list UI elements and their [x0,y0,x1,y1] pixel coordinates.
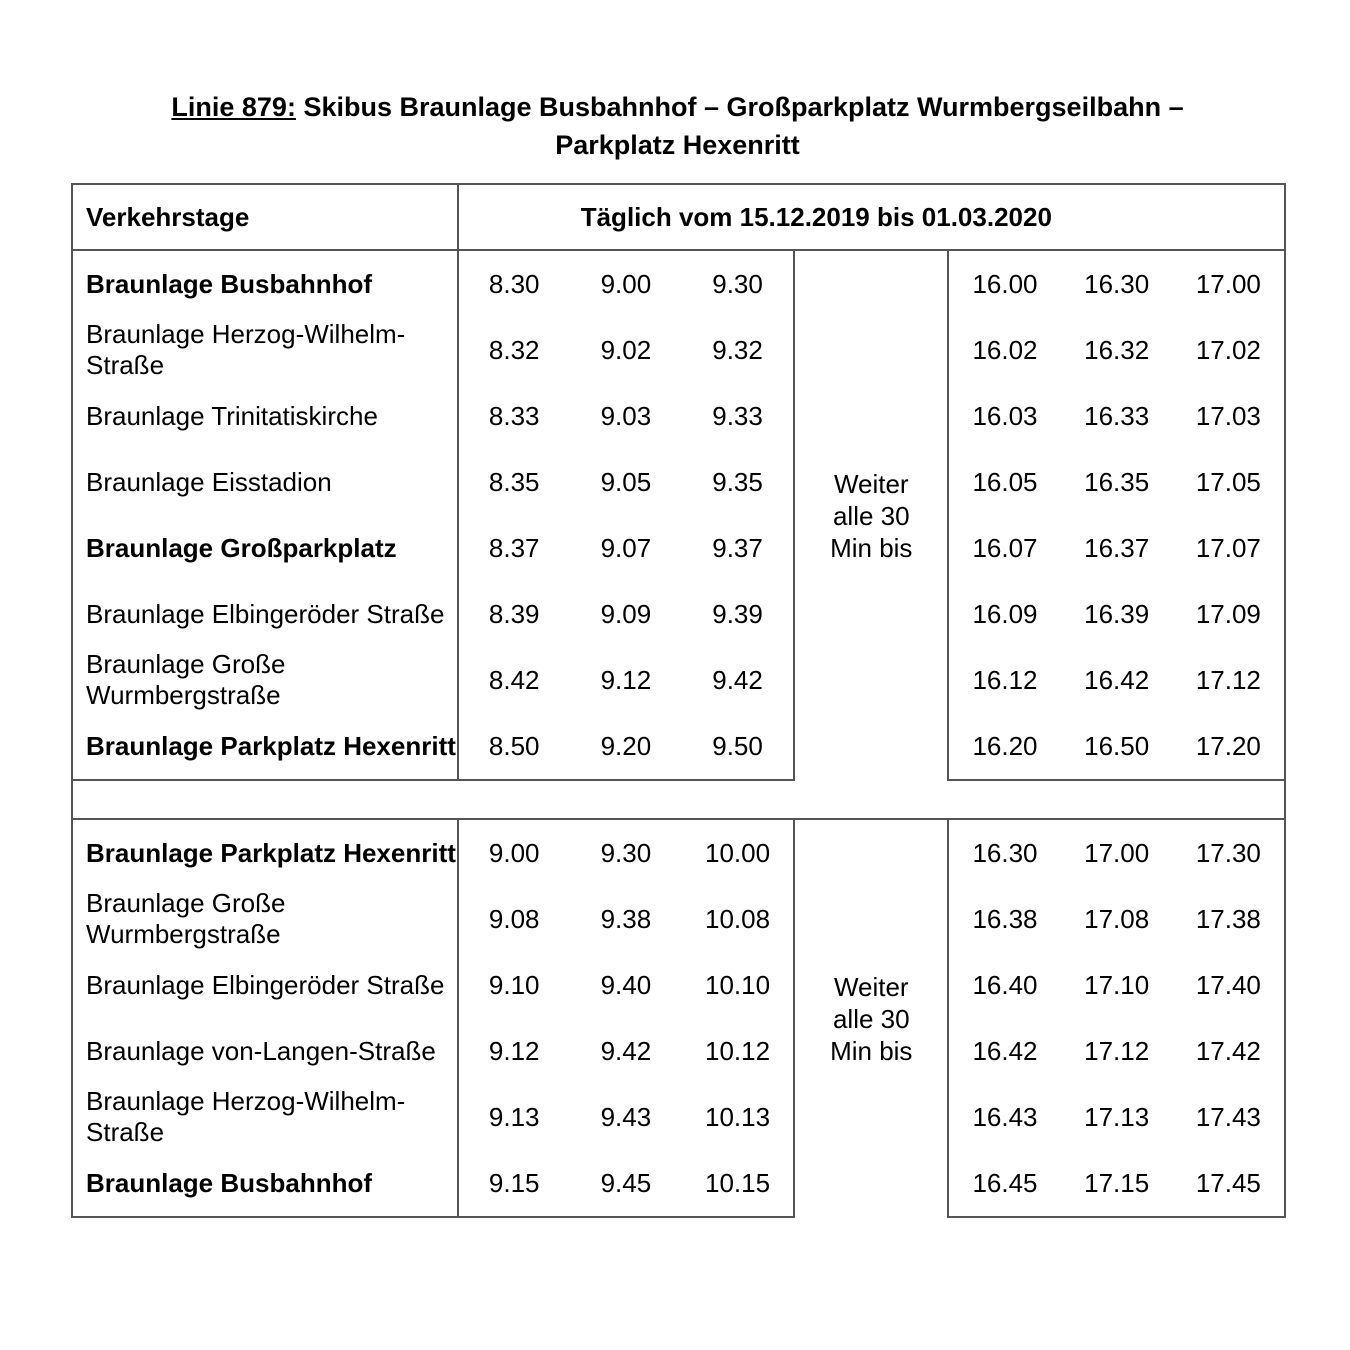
timetable-title [70,88,1285,164]
timetable-row [72,317,1285,383]
departure-time: 17.09 [1173,581,1285,647]
interval-note [794,819,948,1217]
departure-time: 10.10 [705,969,771,1000]
timetable-row [72,819,1285,886]
departure-time: 16.38 [972,903,1038,934]
departure-time: 17.15 [1061,1150,1173,1217]
departure-time: 17.45 [1173,1150,1285,1217]
route-name: Skibus Braunlage Busbahnhof – Großparkplatz Wurmbergseilbahn – [295,92,1184,122]
departure-time: 9.15 [458,1150,570,1217]
departure-time: 9.33 [712,400,763,431]
stop-name: Braunlage Große Wurmbergstraße [72,886,458,952]
timetable-row [72,383,1285,449]
departure-time: 9.12 [488,1035,540,1066]
departure-time: 17.43 [1173,1084,1285,1150]
departure-time: 17.08 [1084,903,1150,934]
separator-cell [72,780,1285,819]
departure-time: 9.08 [488,903,540,934]
departure-time: 17.12 [1173,647,1285,713]
timetable-row [72,952,1285,1018]
departure-time: 9.35 [712,466,763,497]
departure-time: 9.37 [712,532,763,563]
timetable [71,183,1286,1218]
departure-time: 10.12 [705,1035,771,1066]
timetable-row [72,250,1285,317]
departure-time: 9.20 [570,713,682,780]
departure-time: 9.00 [458,819,570,886]
departure-time: 8.50 [458,713,570,780]
departure-time: 8.42 [488,664,540,695]
departure-time: 16.32 [1084,334,1150,365]
block-separator [72,780,1285,819]
stop-name: Braunlage Busbahnhof [72,1150,458,1217]
departure-time: 8.30 [488,268,540,299]
title-line-1 [70,88,1285,126]
departure-time: 17.13 [1084,1101,1150,1132]
departure-time: 8.39 [488,598,540,629]
departure-time: 17.03 [1173,383,1285,449]
interval-note-line: Weiter [833,971,909,1002]
departure-time: 9.13 [488,1101,540,1132]
departure-time: 10.00 [682,819,794,886]
interval-note-line: Min bis [830,532,913,563]
departure-time: 16.05 [972,466,1038,497]
departure-time: 9.38 [600,903,652,934]
interval-note [794,250,948,780]
departure-time: 17.42 [1173,1018,1285,1084]
departure-time: 16.20 [948,713,1060,780]
stop-name: Braunlage Elbingeröder Straße [72,952,458,1018]
departure-time: 9.50 [682,713,794,780]
departure-time: 17.00 [1061,819,1173,886]
departure-time: 16.50 [1061,713,1173,780]
departure-time: 10.08 [705,903,771,934]
departure-time: 10.13 [705,1101,771,1132]
departure-time: 17.30 [1173,819,1285,886]
timetable-row [72,647,1285,713]
stop-name: Braunlage Herzog-Wilhelm-Straße [72,1084,458,1150]
header-period: Täglich vom 15.12.2019 bis 01.03.2020 [458,184,1285,250]
interval-note-line: alle 30 [832,1003,910,1034]
departure-time: 17.10 [1084,969,1150,1000]
timetable-row [72,1150,1285,1217]
interval-note-line: Weiter [833,468,909,499]
departure-time: 17.00 [1173,250,1285,317]
header-label: Verkehrstage [72,184,458,250]
timetable-row [72,515,1285,581]
departure-time: 9.00 [600,268,652,299]
departure-time: 8.37 [488,532,540,563]
departure-time: 17.05 [1173,449,1285,515]
departure-time: 9.45 [570,1150,682,1217]
departure-time: 16.45 [948,1150,1060,1217]
departure-time: 17.07 [1173,515,1285,581]
stop-name: Braunlage Eisstadion [72,449,458,515]
title-line-2: Parkplatz Hexenritt [555,130,800,160]
departure-time: 16.42 [972,1035,1038,1066]
departure-time: 9.42 [600,1035,652,1066]
stop-name: Braunlage von-Langen-Straße [72,1018,458,1084]
interval-note-line: alle 30 [832,500,910,531]
timetable-row [72,713,1285,780]
timetable-row [72,1084,1285,1150]
line-number: Linie 879: [171,92,296,122]
departure-time: 17.12 [1084,1035,1150,1066]
departure-time: 9.40 [600,969,652,1000]
departure-time: 9.42 [712,664,763,695]
departure-time: 9.12 [600,664,652,695]
stop-name: Braunlage Parkplatz Hexenritt [72,713,458,780]
departure-time: 16.35 [1084,466,1150,497]
stop-name: Braunlage Elbingeröder Straße [72,581,458,647]
departure-time: 17.38 [1173,886,1285,952]
timetable-row [72,449,1285,515]
stop-name: Braunlage Große Wurmbergstraße [72,647,458,713]
stop-name: Braunlage Trinitatiskirche [72,383,458,449]
departure-time: 16.03 [972,400,1038,431]
timetable-row [72,581,1285,647]
departure-time: 9.03 [600,400,652,431]
departure-time: 9.30 [712,268,763,299]
departure-time: 16.30 [948,819,1060,886]
timetable-row [72,1018,1285,1084]
stop-name: Braunlage Parkplatz Hexenritt [72,819,458,886]
stop-name: Braunlage Busbahnhof [72,250,458,317]
departure-time: 8.32 [488,334,540,365]
departure-time: 16.40 [972,969,1038,1000]
departure-time: 16.37 [1084,532,1150,563]
departure-time: 16.02 [972,334,1038,365]
stop-name: Braunlage Großparkplatz [72,515,458,581]
interval-note-line: Min bis [830,1035,913,1066]
departure-time: 16.43 [972,1101,1038,1132]
departure-time: 16.42 [1084,664,1150,695]
departure-time: 16.33 [1084,400,1150,431]
departure-time: 9.30 [570,819,682,886]
departure-time: 9.05 [600,466,652,497]
departure-time: 17.20 [1173,713,1285,780]
departure-time: 8.33 [488,400,540,431]
departure-time: 10.15 [682,1150,794,1217]
departure-time: 9.39 [712,598,763,629]
departure-time: 16.12 [972,664,1038,695]
departure-time: 9.07 [600,532,652,563]
departure-time: 9.43 [600,1101,652,1132]
stop-name: Braunlage Herzog-Wilhelm-Straße [72,317,458,383]
departure-time: 9.09 [600,598,652,629]
departure-time: 16.39 [1084,598,1150,629]
header-row [72,184,1285,250]
timetable-row [72,886,1285,952]
departure-time: 17.02 [1173,317,1285,383]
departure-time: 17.40 [1173,952,1285,1018]
departure-time: 9.02 [600,334,652,365]
departure-time: 16.00 [972,268,1038,299]
departure-time: 16.09 [972,598,1038,629]
departure-time: 9.32 [712,334,763,365]
departure-time: 16.30 [1084,268,1150,299]
departure-time: 16.07 [972,532,1038,563]
departure-time: 8.35 [488,466,540,497]
departure-time: 9.10 [488,969,540,1000]
